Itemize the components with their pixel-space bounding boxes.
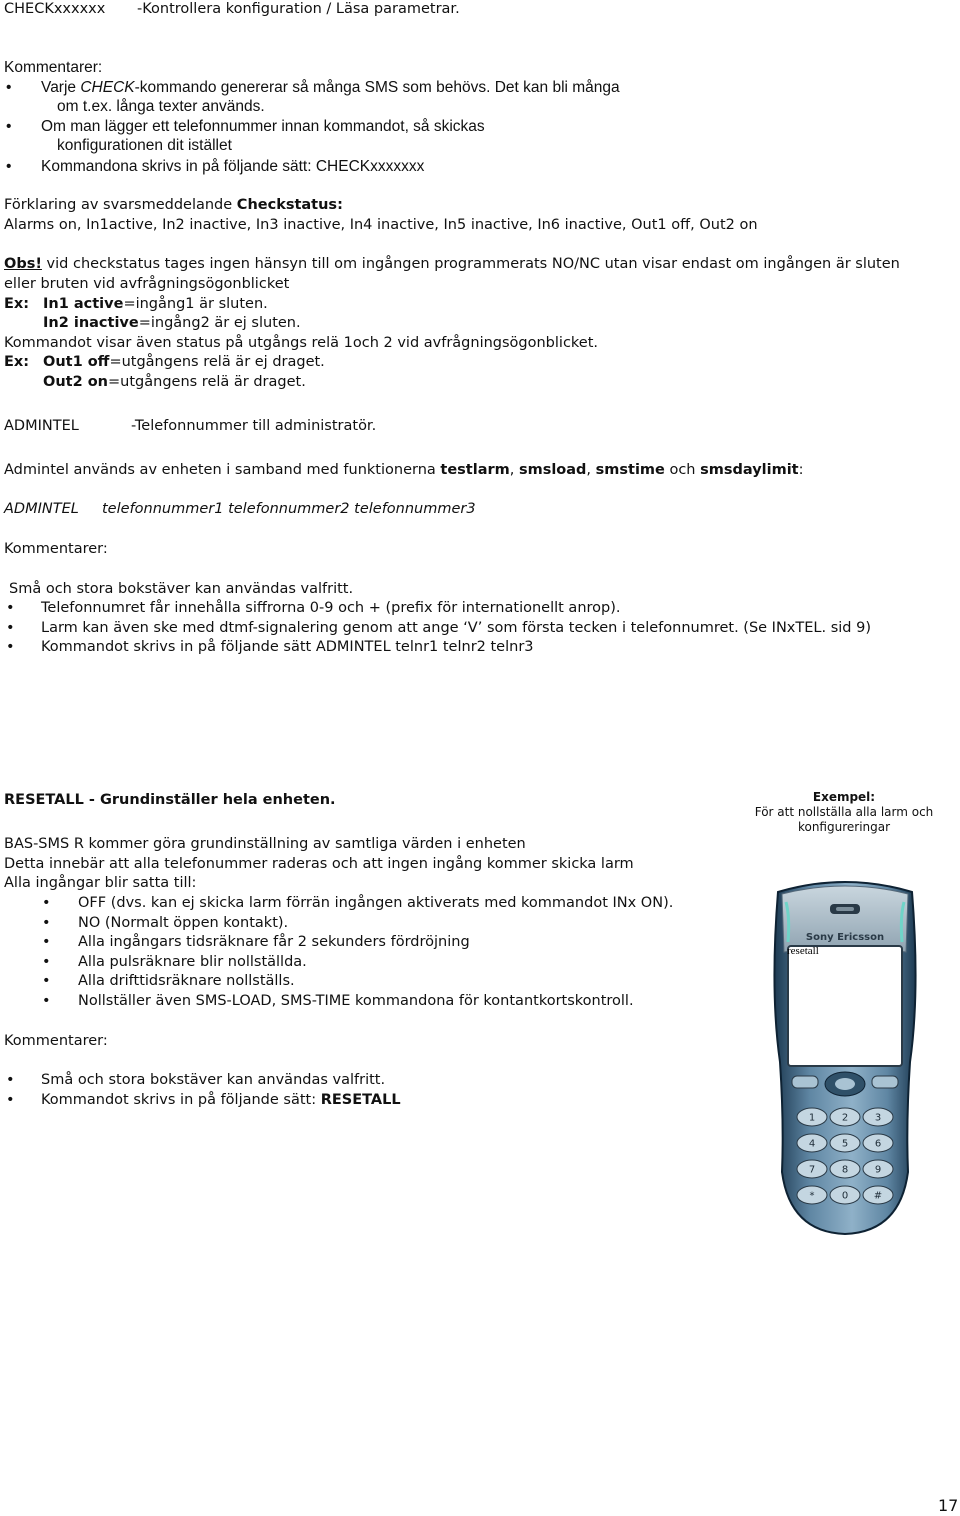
ex-in1: In1 active=ingång1 är sluten. <box>43 296 268 312</box>
bullet-icon: • <box>6 79 12 96</box>
check-comment-2-cont: konfigurationen dit istället <box>57 137 232 154</box>
admintel-comment-2: Larm kan även ske med dtmf-signalering genom att ange ‘V’ som första tecken i telefonnumret. (Se INxTEL. sid 9) <box>41 620 871 636</box>
phone-icon <box>760 872 930 1237</box>
admintel-syntax-args: telefonnummer1 telefonnummer2 telefonnummer3 <box>102 501 476 517</box>
checkstatus-example: Alarms on, In1active, In2 inactive, In3 inactive, In4 inactive, In5 inactive, In6 inactive, Out1 off, Out2 on <box>4 217 758 233</box>
bullet-icon: • <box>6 158 12 175</box>
bullet-icon: • <box>6 1092 15 1108</box>
resetall-item: NO (Normalt öppen kontakt). <box>78 914 289 931</box>
ex-out1: Out1 off=utgångens relä är ej draget. <box>43 354 325 370</box>
check-comment-1-cont: om t.ex. långa texter används. <box>57 98 265 115</box>
bullet-icon: • <box>42 973 51 990</box>
admintel-comments-heading: Kommentarer: <box>4 541 108 557</box>
phone-illustration <box>760 872 930 1237</box>
phone-key-label: 9 <box>874 1164 882 1176</box>
phone-screen-text: resetall <box>787 945 819 957</box>
relay-status-line: Kommandot visar även status på utgångs relä 1och 2 vid avfrågningsögonblicket. <box>4 335 599 351</box>
phone-key-label: 3 <box>874 1112 882 1124</box>
check-description: -Kontrollera konfiguration / Läsa parametrar. <box>137 1 460 17</box>
bullet-icon: • <box>42 914 51 931</box>
bullet-icon: • <box>42 993 51 1009</box>
ex-label-2: Ex: <box>4 354 30 370</box>
check-comment-3: Kommandona skrivs in på följande sätt: CHECKxxxxxxx <box>41 158 425 175</box>
admintel-usage: Admintel används av enheten i samband med funktionerna testlarm, smsload, smstime och smsdaylimit: <box>4 462 804 478</box>
admintel-comment-3: Kommandot skrivs in på följande sätt ADMINTEL telnr1 telnr2 telnr3 <box>41 639 534 655</box>
resetall-comments-heading: Kommentarer: <box>4 1033 108 1049</box>
check-comment-2: Om man lägger ett telefonnummer innan kommandot, så skickas <box>41 118 485 135</box>
resetall-line-2: Detta innebär att alla telefonummer raderas och att ingen ingång kommer skicka larm <box>4 856 634 872</box>
admintel-comment-1: Telefonnumret får innehålla siffrorna 0-9 och + (prefix för internationellt anrop). <box>41 600 621 616</box>
bullet-icon: • <box>6 620 15 636</box>
resetall-item: OFF (dvs. kan ej skicka larm förrän ingången aktiverats med kommandot INx ON). <box>78 895 674 911</box>
resetall-line-1: BAS-SMS R kommer göra grundinställning av samtliga värden i enheten <box>4 836 526 852</box>
example-line-1: För att nollställa alla larm och <box>754 805 934 819</box>
resetall-comment-1: Små och stora bokstäver kan användas valfritt. <box>41 1072 386 1088</box>
phone-key-label: 6 <box>874 1138 882 1150</box>
bullet-icon: • <box>6 600 15 616</box>
phone-key-label: # <box>873 1190 883 1202</box>
bullet-icon: • <box>42 953 51 970</box>
resetall-item: Alla drifttidsräknare nollställs. <box>78 973 295 990</box>
phone-key-label: 7 <box>808 1164 816 1176</box>
phone-key-label: 8 <box>841 1164 849 1176</box>
phone-key-label: * <box>809 1190 815 1202</box>
page-number: 17 <box>938 1496 959 1515</box>
bullet-icon: • <box>6 1072 15 1088</box>
phone-key-label: 0 <box>841 1190 849 1202</box>
ex-label: Ex: <box>4 296 30 312</box>
ex-in2: In2 inactive=ingång2 är ej sluten. <box>43 315 301 331</box>
bullet-icon: • <box>42 895 51 911</box>
check-comments-heading: Kommentarer: <box>4 59 103 76</box>
admintel-syntax-cmd: ADMINTEL <box>4 501 79 517</box>
admintel-command: ADMINTEL <box>4 418 79 434</box>
phone-key-label: 4 <box>808 1138 816 1150</box>
obs-note: Obs! vid checkstatus tages ingen hänsyn till om ingången programmerats NO/NC utan visar endast om ingången är sluten <box>4 256 900 272</box>
bullet-icon: • <box>6 639 15 655</box>
phone-brand: Sony Ericsson <box>805 932 885 943</box>
ex-out2: Out2 on=utgångens relä är draget. <box>43 374 306 390</box>
phone-key-label: 2 <box>841 1112 849 1124</box>
checkstatus-explanation: Förklaring av svarsmeddelande Checkstatus: <box>4 197 343 213</box>
admintel-description: -Telefonnummer till administratör. <box>131 418 377 434</box>
bullet-icon: • <box>6 118 12 135</box>
check-command: CHECKxxxxxx <box>4 1 106 17</box>
example-line-2: konfigureringar <box>797 820 891 834</box>
resetall-heading: RESETALL - Grundinställer hela enheten. <box>4 792 336 808</box>
resetall-item: Nollställer även SMS-LOAD, SMS-TIME kommandona för kontantkortskontroll. <box>78 993 634 1009</box>
resetall-comment-2: Kommandot skrivs in på följande sätt: RESETALL <box>41 1092 401 1108</box>
example-title: Exempel: <box>812 790 876 804</box>
check-comment-1: Varje CHECK-kommando genererar så många SMS som behövs. Det kan bli många <box>41 79 620 96</box>
phone-key-label: 5 <box>841 1138 849 1150</box>
phone-key-label: 1 <box>808 1112 816 1124</box>
bullet-icon: • <box>42 934 51 951</box>
obs-note-cont: eller bruten vid avfrågningsögonblicket <box>4 276 290 292</box>
admintel-comment-0: Små och stora bokstäver kan användas valfritt. <box>9 581 354 597</box>
resetall-item: Alla pulsräknare blir nollställda. <box>78 953 307 970</box>
resetall-item: Alla ingångars tidsräknare får 2 sekunders fördröjning <box>78 934 470 951</box>
resetall-line-3: Alla ingångar blir satta till: <box>4 875 197 891</box>
